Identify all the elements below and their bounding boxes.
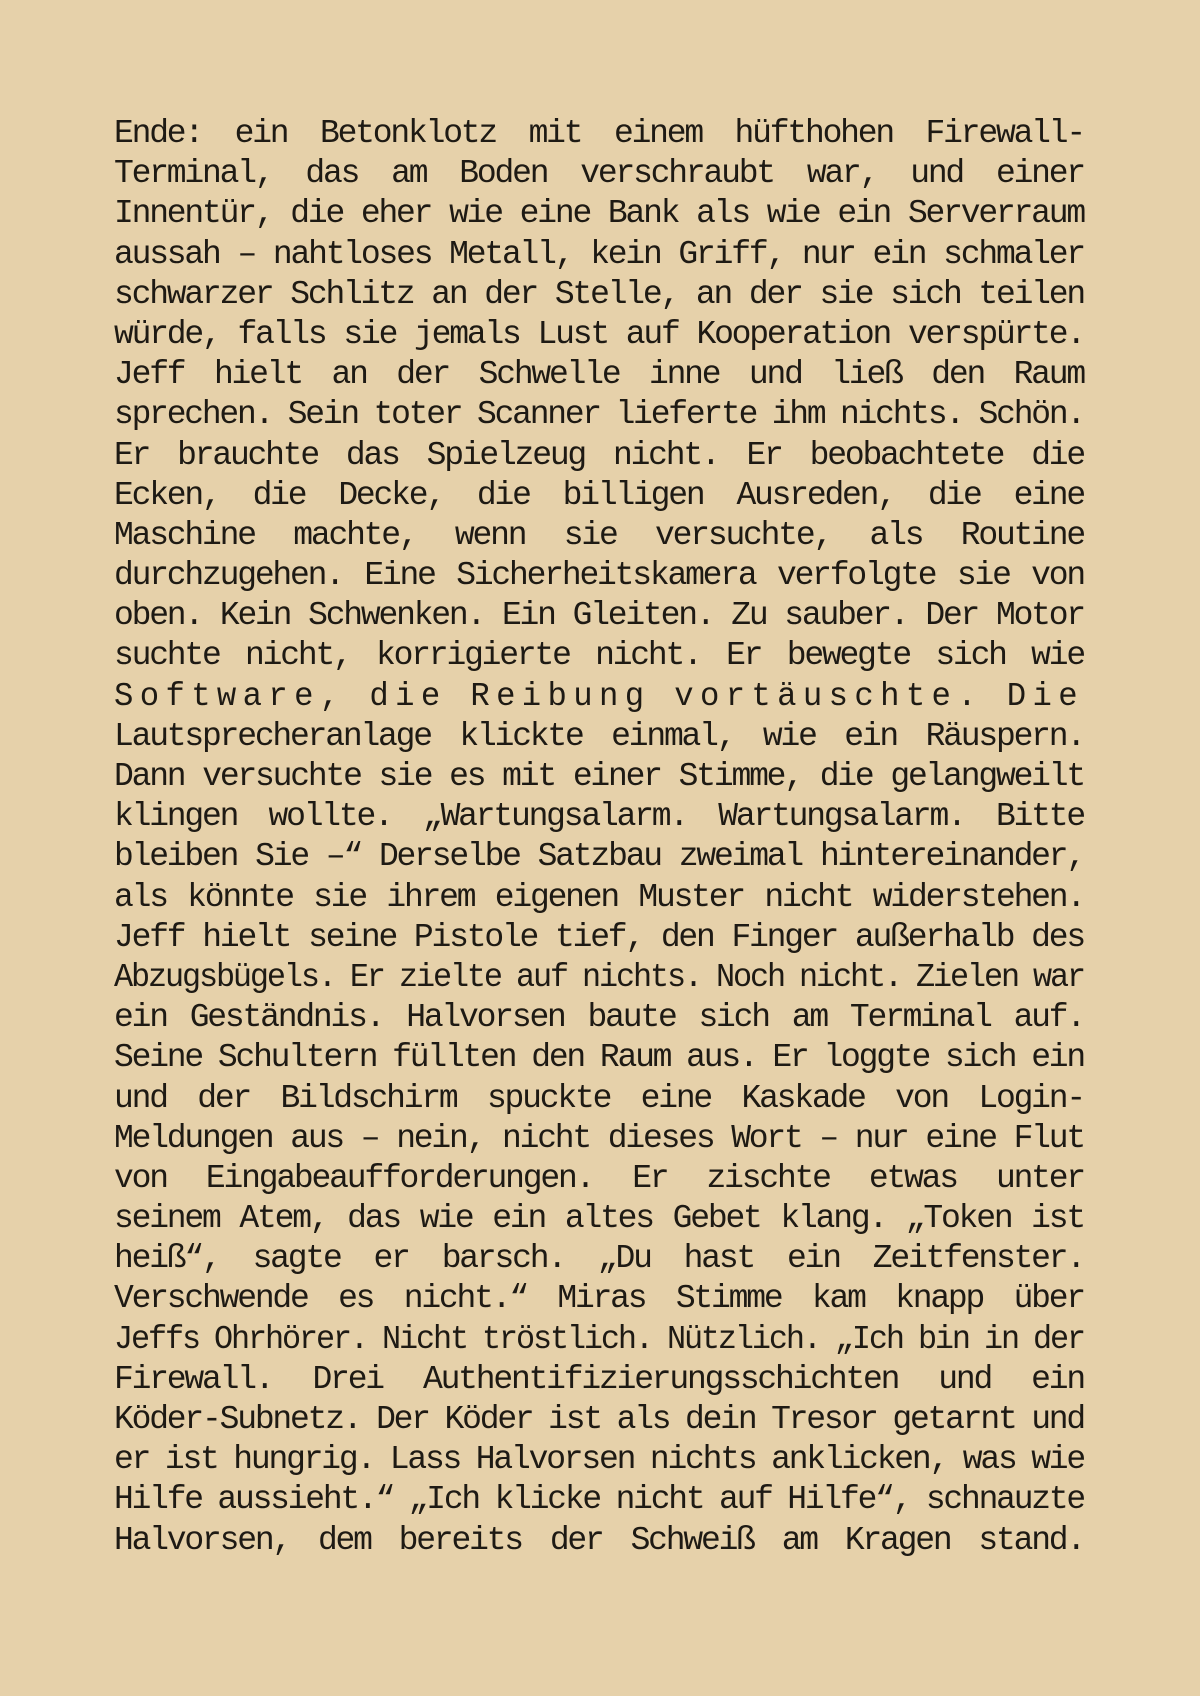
text-line: sprechen. Sein toter Scanner lieferte ihm nichts. Schön. (114, 396, 1084, 434)
text-line: oben. Kein Schwenken. Ein Gleiten. Zu sauber. Der Motor (114, 597, 1084, 635)
book-page-text (114, 114, 1084, 1561)
text-line: Maschine machte, wenn sie versuchte, als Routine (114, 516, 1084, 554)
text-line: Jeffs Ohrhörer. Nicht tröstlich. Nützlich. „Ich bin in der (114, 1320, 1084, 1358)
text-line: ein Geständnis. Halvorsen baute sich am Terminal auf. (114, 999, 1084, 1037)
text-line: von Eingabeaufforderungen. Er zischte etwas unter (114, 1159, 1084, 1197)
text-line: durchzugehen. Eine Sicherheitskamera verfolgte sie von (114, 557, 1084, 595)
text-line: Verschwende es nicht.“ Miras Stimme kam knapp über (114, 1280, 1084, 1318)
text-line: Köder-Subnetz. Der Köder ist als dein Tresor getarnt und (114, 1401, 1084, 1438)
text-line: klingen wollte. „Wartungsalarm. Wartungsalarm. Bitte (114, 798, 1084, 836)
text-line: Meldungen aus – nein, nicht dieses Wort – nur eine Flut (114, 1119, 1084, 1157)
text-line: seinem Atem, das wie ein altes Gebet klang. „Token ist (114, 1200, 1084, 1238)
text-line: aussah – nahtloses Metall, kein Griff, nur ein schmaler (114, 235, 1084, 273)
text-line: als könnte sie ihrem eigenen Muster nicht widerstehen. (114, 878, 1084, 916)
text-line: schwarzer Schlitz an der Stelle, an der sie sich teilen (114, 275, 1084, 313)
text-line: er ist hungrig. Lass Halvorsen nichts anklicken, was wie (114, 1441, 1084, 1479)
text-line: würde, falls sie jemals Lust auf Kooperation verspürte. (114, 315, 1084, 353)
text-line: Firewall. Drei Authentifizierungsschichten und ein (114, 1360, 1084, 1398)
text-line: Jeff hielt seine Pistole tief, den Finger außerhalb des (114, 918, 1084, 956)
text-line: Ende: ein Betonklotz mit einem hüfthohen Firewall- (114, 115, 1084, 152)
text-line: und der Bildschirm spuckte eine Kaskade von Login- (114, 1079, 1084, 1117)
text-line: Dann versuchte sie es mit einer Stimme, die gelangweilt (114, 758, 1084, 795)
text-line: Hilfe aussieht.“ „Ich klicke nicht auf Hilfe“, schnauzte (114, 1481, 1084, 1519)
text-line: Innentür, die eher wie eine Bank als wie ein Serverraum (114, 195, 1084, 233)
text-line: Halvorsen, dem bereits der Schweiß am Kragen stand. (114, 1521, 1084, 1559)
text-line: Ecken, die Decke, die billigen Ausreden, die eine (114, 476, 1084, 514)
text-line: Lautsprecheranlage klickte einmal, wie ein Räuspern. (114, 717, 1084, 755)
text-line: bleiben Sie –“ Derselbe Satzbau zweimal hintereinander, (114, 838, 1084, 876)
text-line: Er brauchte das Spielzeug nicht. Er beobachtete die (114, 436, 1084, 474)
text-line: suchte nicht, korrigierte nicht. Er bewegte sich wie (114, 637, 1084, 675)
text-line: Seine Schultern füllten den Raum aus. Er loggte sich ein (114, 1039, 1084, 1077)
text-line: Terminal, das am Boden verschraubt war, und einer (114, 155, 1084, 193)
text-line: Abzugsbügels. Er zielte auf nichts. Noch nicht. Zielen war (114, 958, 1084, 996)
text-line: heiß“, sagte er barsch. „Du hast ein Zeitfenster. (114, 1240, 1084, 1278)
text-line: Software, die Reibung vortäuschte. Die (114, 677, 1084, 715)
text-line: Jeff hielt an der Schwelle inne und ließ den Raum (114, 356, 1084, 394)
